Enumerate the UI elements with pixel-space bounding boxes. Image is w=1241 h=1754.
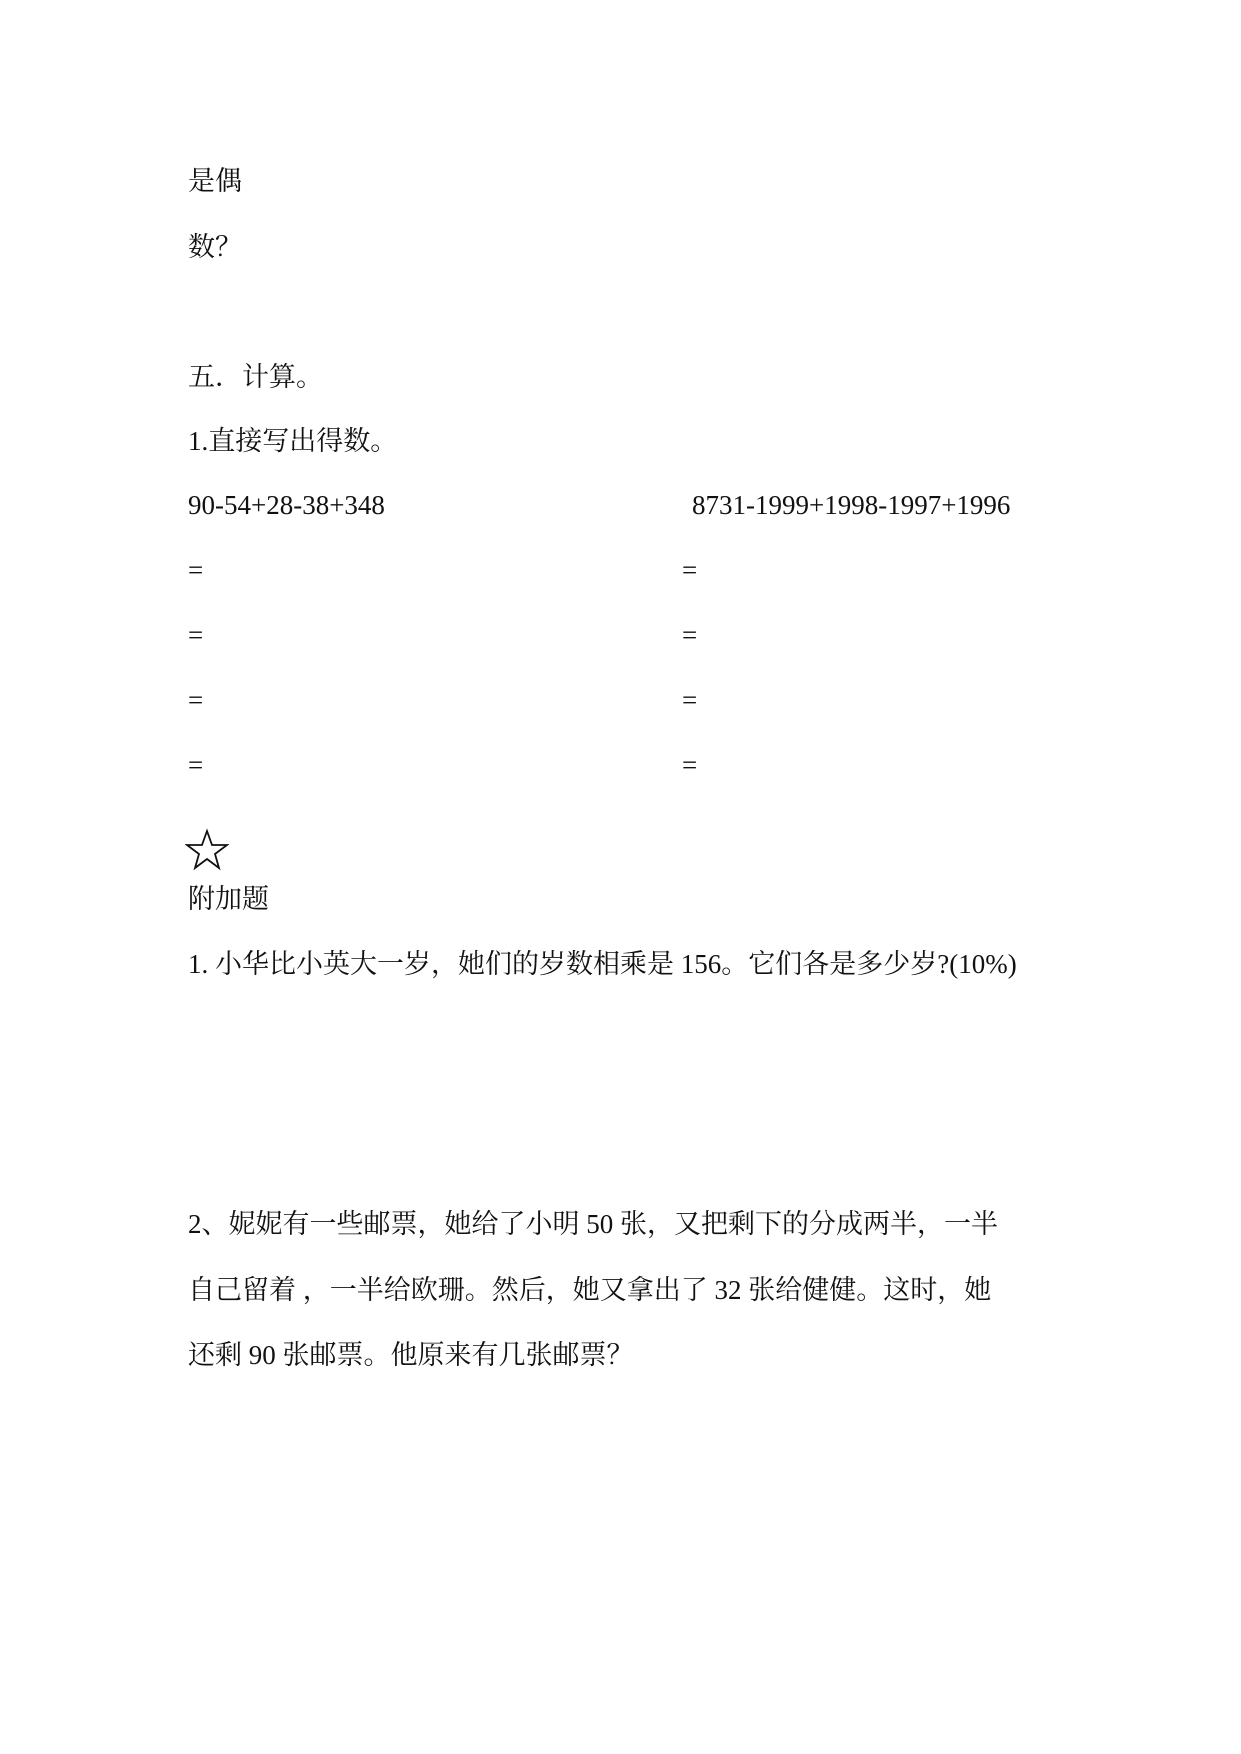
bonus-question-2-line-3: 还剩 90 张邮票。他原来有几张邮票？ bbox=[188, 1340, 634, 1370]
bonus-question-2-line-2: 自己留着 ，一半给欧珊。然后，她又拿出了 32 张给健健。这时，她 bbox=[188, 1275, 992, 1305]
equals-left-2: = bbox=[188, 620, 204, 650]
equals-left-3: = bbox=[188, 685, 204, 715]
continuation-line-1: 是偶 bbox=[188, 166, 242, 196]
bonus-question-1: 1. 小华比小英大一岁，她们的岁数相乘是 156。它们各是多少岁?(10%) bbox=[188, 949, 1017, 979]
star-outline-icon bbox=[185, 828, 229, 872]
section-heading: 五．计算。 bbox=[188, 362, 323, 392]
equals-left-4: = bbox=[188, 750, 204, 780]
equals-right-2: = bbox=[682, 620, 698, 650]
bonus-question-2-line-1: 2、妮妮有一些邮票，她给了小明 50 张，又把剩下的分成两半，一半 bbox=[188, 1209, 998, 1239]
expression-left: 90-54+28-38+348 bbox=[188, 490, 385, 520]
continuation-line-2: 数？ bbox=[188, 232, 242, 262]
bonus-heading: 附加题 bbox=[188, 884, 269, 914]
question-title: 1.直接写出得数。 bbox=[188, 426, 398, 456]
equals-left-1: = bbox=[188, 555, 204, 585]
equals-right-4: = bbox=[682, 750, 698, 780]
equals-right-1: = bbox=[682, 555, 698, 585]
expression-right: 8731-1999+1998-1997+1996 bbox=[692, 490, 1011, 520]
equals-right-3: = bbox=[682, 685, 698, 715]
